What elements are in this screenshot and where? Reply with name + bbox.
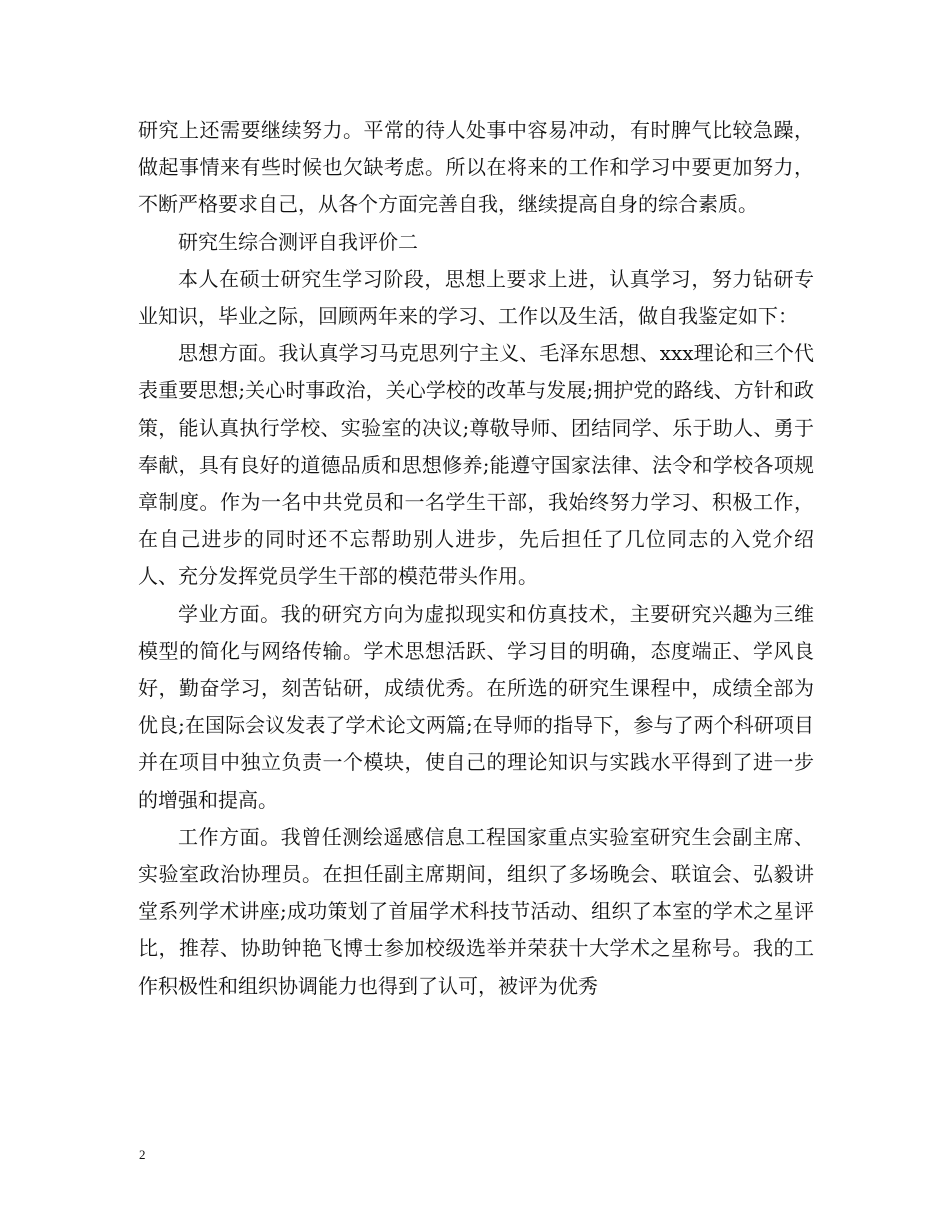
paragraph-intro: 本人在硕士研究生学习阶段，思想上要求上进，认真学习，努力钻研专业知识，毕业之际，回顾两年来的学习、工作以及生活，做自我鉴定如下： xyxy=(138,266,814,329)
paragraph-academics: 学业方面。我的研究方向为虚拟现实和仿真技术，主要研究兴趣为三维模型的简化与网络传输。学术思想活跃、学习目的明确，态度端正、学风良好，勤奋学习，刻苦钻研，成绩优秀。在所选的研究生课程中，成绩全部为优良;在国际会议发表了学术论文两篇;在导师的指导下，参与了两个科研项目并在项目中独立负责一个模块，使自己的理论知识与实践水平得到了进一步的增强和提高。 xyxy=(138,601,814,812)
section-heading: 研究生综合测评自我评价二 xyxy=(178,229,418,254)
paragraph-continuation: 研究上还需要继续努力。平常的待人处事中容易冲动，有时脾气比较急躁，做起事情来有些时候也欠缺考虑。所以在将来的工作和学习中要更加努力，不断严格要求自己，从各个方面完善自我，继续提高自身的综合素质。 xyxy=(138,118,814,217)
paragraph-ideology: 思想方面。我认真学习马克思列宁主义、毛泽东思想、xxx理论和三个代表重要思想;关心时事政治，关心学校的改革与发展;拥护党的路线、方针和政策，能认真执行学校、实验室的决议;尊敬导师、团结同学、乐于助人、勇于奉献，具有良好的道德品质和思想修养;能遵守国家法律、法令和学校各项规章制度。作为一名中共党员和一名学生干部，我始终努力学习、积极工作，在自己进步的同时还不忘帮助别人进步，先后担任了几位同志的入党介绍人、充分发挥党员学生干部的模范带头作用。 xyxy=(138,341,814,589)
paragraph-work: 工作方面。我曾任测绘遥感信息工程国家重点实验室研究生会副主席、实验室政治协理员。在担任副主席期间，组织了多场晚会、联谊会、弘毅讲堂系列学术讲座;成功策划了首届学术科技节活动、组织了本室的学术之星评比，推荐、协助钟艳飞博士参加校级选举并荣获十大学术之星称号。我的工作积极性和组织协调能力也得到了认可，被评为优秀 xyxy=(138,824,814,998)
document-body xyxy=(138,112,814,1005)
page-number: 2 xyxy=(139,1147,146,1162)
